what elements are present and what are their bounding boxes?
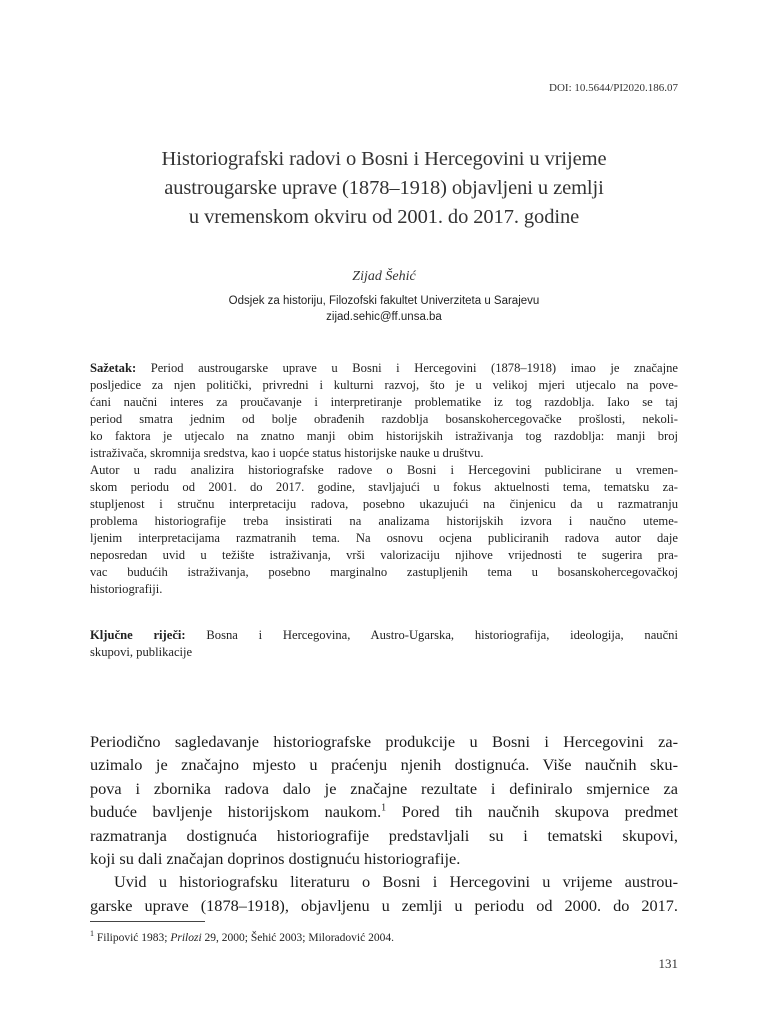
title-line: Historiografski radovi o Bosni i Hercegovini u vrijeme [161,148,607,170]
footnote-ref[interactable]: 1 [381,802,387,814]
abstract-label: Sažetak: [90,361,137,375]
abstract-line: Autor u radu analizira historiografske radove o Bosni i Hercegovini publicirane u vremen- [90,463,678,477]
abstract-line: problema historiografije treba insistirati na analizama historijskih izvora i naučno uteme- [90,514,678,528]
keywords-label: Ključne riječi: [90,628,186,642]
keywords-line: Ključne riječi: Bosna i Hercegovina, Austro-Ugarska, historiografija, ideologija, naučni [90,628,678,642]
article-title [100,145,668,232]
body-line: buduće bavljenje historijskom naukom.$^1$ Pored tih naučnih skupova predmet [90,802,679,822]
body-line: garske uprave (1878–1918), objavljenu u zemlji u periodu od 2000. do 2017. [90,895,678,915]
abstract-line: ćani naučni interes za proučavanje i interpretiranje problematike iz tog razdoblja. Iako se taj [90,395,678,409]
abstract-line: ljenim interpretacijama razmatranih tema. Na osnovu ocjena publiciranih radova autor daje [90,531,678,545]
abstract-line: ko faktora je utjecalo na znatno manji obim historijskih istraživanja tog razdoblja: manji broj [90,429,678,443]
body-line: Uvid u historiografsku literaturu o Bosni i Hercegovini u vrijeme austrou- [114,872,678,892]
body-line: koji su dali značajan doprinos dostignuću historiografije. [90,848,461,868]
author-name: Zijad Šehić [352,269,416,284]
abstract-line: stupljenost i stručnu interpretaciju radova, posebno ukazujući na činjenicu da u razmatranju [90,497,678,511]
doi: DOI: 10.5644/PI2020.186.07 [549,82,678,94]
abstract [90,360,678,598]
abstract-line: period smatra jednim od bolje obrađenih razdoblja bosanskohercegovačke prošlosti, nekoli- [90,412,678,426]
body-line: razmatranja dostignuća historiografije predstavljali su i tematski skupovi, [90,825,678,845]
abstract-line: skom periodu od 2001. do 2017. godine, stavljajući u fokus aktuelnosti tema, tematsku za- [90,480,678,494]
keywords [90,627,678,661]
title-line: austrougarske uprave (1878–1918) objavljeni u zemlji [164,177,604,199]
abstract-line: Sažetak: Period austrougarske uprave u Bosni i Hercegovini (1878–1918) imao je značajne [90,361,678,375]
abstract-line: neposredan uvid u težište istraživanja, vrši valorizaciju njihove vrijednosti te sugerira pra- [90,548,678,562]
page-number: 131 [658,956,678,971]
title-line: u vremenskom okviru od 2001. do 2017. godine [188,206,580,228]
abstract-line: posljedice za njen politički, privredni i kulturni razvoj, što je u velikoj mjeri utjecalo na pove- [90,378,678,392]
footnote: $^1$ Filipović 1983; Prilozi 29, 2000; Šehić 2003; Miloradović 2004. [90,929,394,944]
body-line: pova i zbornika radova dalo je značajne rezultate i definiralo smjernice za [90,778,678,798]
author-email: zijad.sehic@ff.unsa.ba [326,311,442,323]
footnote-number: 1 [90,929,94,938]
footnote-rule [90,921,205,922]
body-line: uzimalo je značajno mjesto u praćenju njenih dostignuća. Više naučnih sku- [90,755,678,775]
abstract-line: historiografiji. [90,582,163,596]
author-affiliation: Odsjek za historiju, Filozofski fakultet Univerziteta u Sarajevu [228,295,540,307]
abstract-line: istraživača, skromnija sredstva, kao i uopće status historijske nauke u društvu. [90,446,484,460]
author-affiliation-block [0,293,768,325]
abstract-line: vac budućih istraživanja, posebno marginalno zastupljenih tema u bosanskohercegovačkoj [90,565,678,579]
footnote-journal: Prilozi [170,931,202,944]
body-line: Periodično sagledavanje historiografske produkcije u Bosni i Hercegovini za- [90,732,678,751]
body-text [90,730,678,917]
keywords-line: skupovi, publikacije [90,645,193,659]
